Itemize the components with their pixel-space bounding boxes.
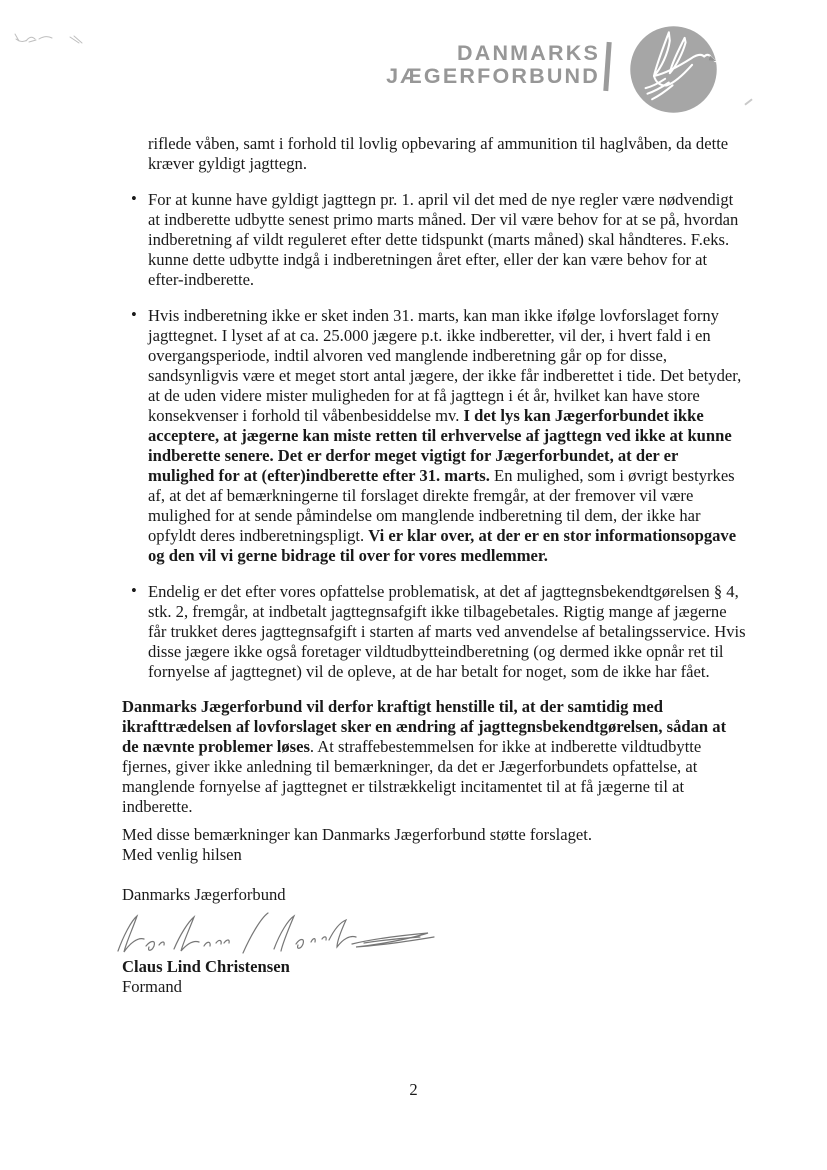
- valediction: Med venlig hilsen: [122, 845, 242, 864]
- letter-body: [122, 134, 746, 997]
- bullet-item-1: [131, 189, 746, 290]
- bullet-item-1-text: For at kunne have gyldigt jagttegn pr. 1. april vil det med de nye regler være nødvendigt at indberette udbytte senest primo marts måned. Der vil være behov for at se på, hvordan indberetning af vildt reguleret efter dette tidspunkt (marts måned) skal håndteres. F.eks. kunne dette udbytte indgå i indberetningen året efter, eller der kan være behov for at efter-indberette.: [148, 190, 739, 289]
- flying-goose-emblem-icon: [627, 23, 720, 116]
- bullet-item-3: [131, 581, 746, 682]
- bullet-icon: •: [131, 581, 137, 600]
- signer-name: Claus Lind Christensen: [122, 957, 290, 976]
- org-wordmark-line1: DANMARKS: [456, 41, 600, 65]
- bullet-item-2-text: Hvis indberetning ikke er sket inden 31. marts, kan man ikke ifølge lovforslaget forny jagttegnet. I lyset af at ca. 25.000 jægere p.t. ikke indberetter, vil der, i hvert fald i en overgangsperiode, indtil alvoren ved manglende indberetning går op for disse, sandsynligvis være et meget stort antal jægere, der ikke får indberettet i tide. Det betyder, at de uden videre mister muligheden for at få jagttegn i ét år, hvilket kan have store konsekvenser i forhold til våbenbesiddelse mv. I det lys kan Jægerforbundet ikke acceptere, at jægerne kan miste retten til erhvervelse af jagttegn ved ikke at kunne indberette senere. Det er derfor meget vigtigt for Jægerforbundet, at der er mulighed for at (efter)indberette efter 31. marts. En mulighed, som i øvrigt bestyrkes af, at det af bemærkningerne til forslaget direkte fremgår, at der fremover vil være mulighed for at sende påmindelse om manglende indberetning til dem, der ikke har opfyldt deres indberetningspligt. Vi er klar over, at der er en stor informationsopgave og den vil vi gerne bidrage til over for vores medlemmer.: [148, 306, 742, 565]
- intro-paragraph: riflede våben, samt i forhold til lovlig opbevaring af ammunition til haglvåben, da dette kræver gyldigt jagttegn.: [148, 134, 729, 173]
- scan-speck: [744, 98, 752, 105]
- signature-handwriting: [112, 909, 442, 955]
- pencil-annotation: [12, 26, 96, 54]
- closing-paragraph: Danmarks Jægerforbund vil derfor kraftigt henstille til, at der samtidig med ikrafttrædelsen af lovforslaget sker en ændring af jagttegnsbekendtgørelsen, sådan at de nævnte problemer løses. At straffebestemmelsen for ikke at indberette vildtudbytte fjernes, giver ikke anledning til bemærkninger, da det er Jægerforbundets opfattelse, at manglende fornyelse af jagttegnet er tilstrækkeligt incitamentet til at få jægerne til at indberette.: [122, 697, 727, 816]
- bullet-item-2: [131, 305, 746, 566]
- org-wordmark: [386, 42, 600, 87]
- bullet-icon: •: [131, 305, 137, 324]
- page-number: 2: [409, 1080, 418, 1099]
- support-line: Med disse bemærkninger kan Danmarks Jægerforbund støtte forslaget.: [122, 825, 593, 844]
- org-wordmark-line2: JÆGERFORBUND: [386, 63, 600, 88]
- bullet-icon: •: [131, 189, 137, 208]
- logo-separator: [603, 42, 611, 91]
- org-name: Danmarks Jægerforbund: [122, 885, 286, 904]
- bullet-item-3-text: Endelig er det efter vores opfattelse problematisk, at det af jagttegnsbekendtgørelsen § 4, stk. 2, fremgår, at indbetalt jagttegnsafgift ikke tilbagebetales. Rigtig mange af jægerne får trukket deres jagttegnsafgift i starten af marts ved anvendelse af betalingsservice. Hvis disse jægere ikke også foretager vildtudbytteindberetning (og dermed ikke opnår ret til fornyelse af jagttegnet) vil de opleve, at de har betalt for noget, som de ikke har fået.: [148, 582, 746, 681]
- page-footer: [0, 1080, 827, 1100]
- bullet-list: [122, 190, 746, 682]
- signer-title: Formand: [122, 977, 182, 996]
